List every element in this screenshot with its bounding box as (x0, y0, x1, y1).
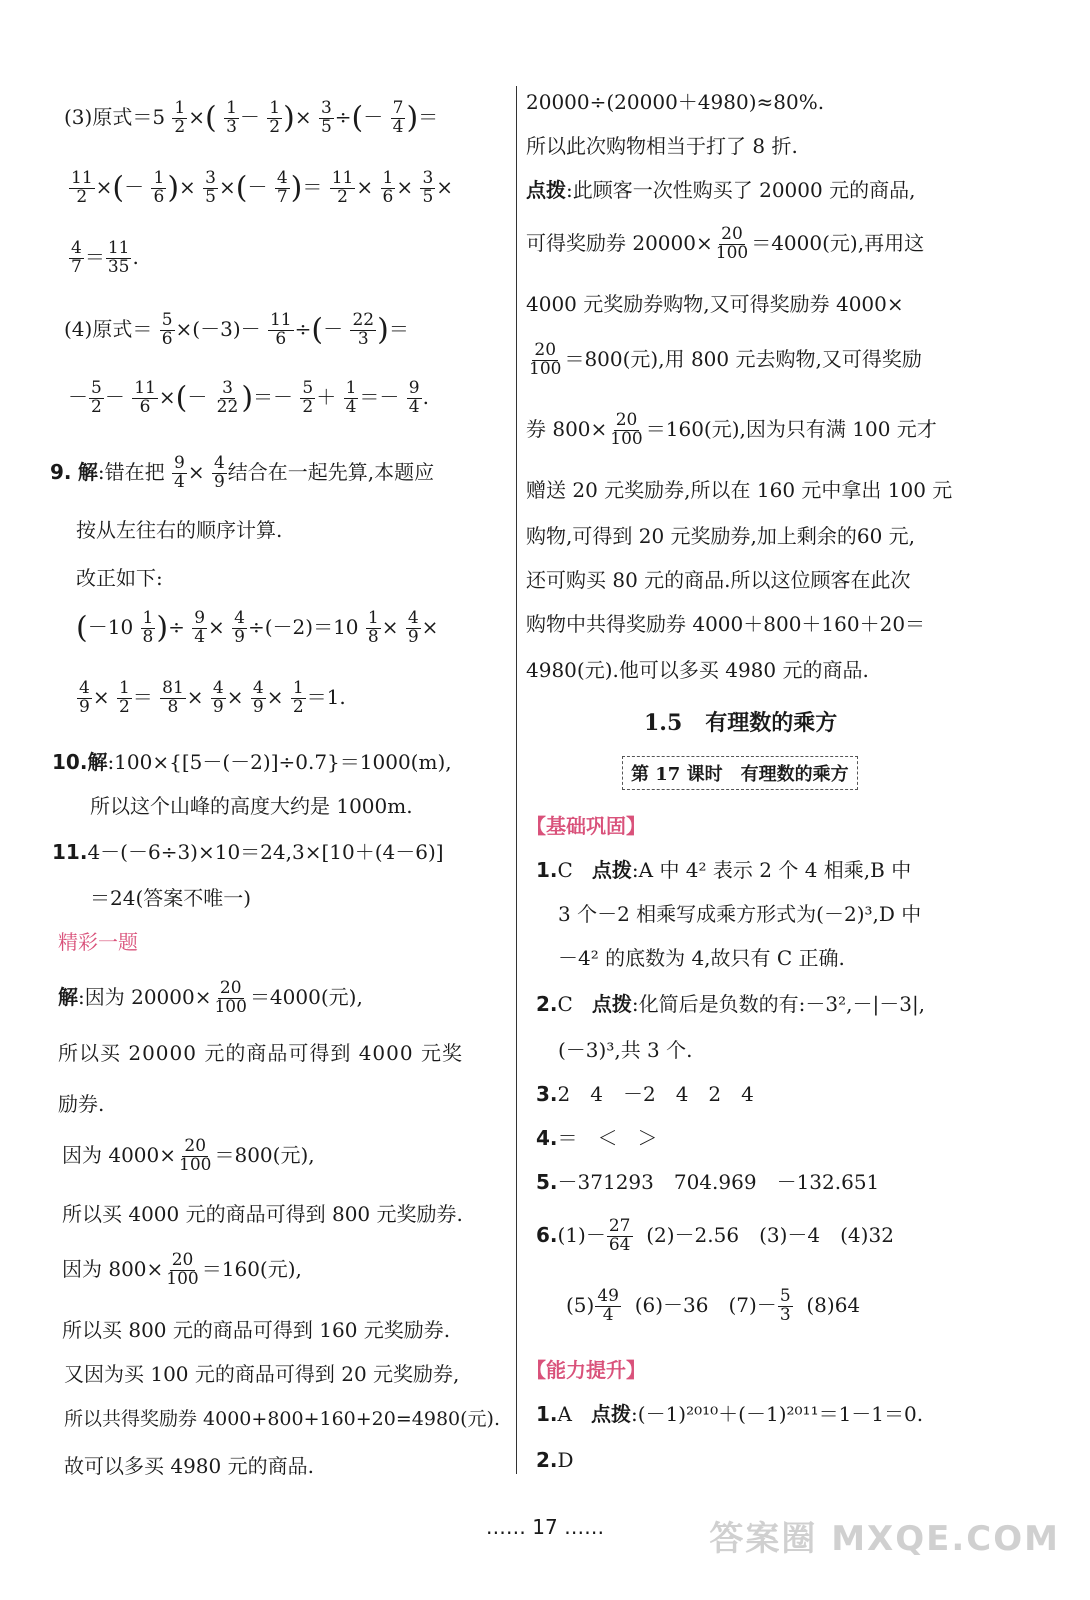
sol-line5: 所以买 4000 元的商品可得到 800 元奖励券. (62, 1202, 463, 1226)
section-heading: 1.5 有理数的乘方 (644, 710, 838, 736)
page-number: …… 17 …… (485, 1515, 605, 1539)
r-line1: 20000÷(20000＋4980)≈80%. (526, 90, 825, 114)
b1-line3: －4² 的底数为 4,故只有 C 正确. (558, 946, 845, 970)
p3-line3: $\frac{4}{7}$ ＝ $\frac{11}{35}$ . (71, 238, 139, 277)
frac-half: $\frac{1}{2}$ (174, 98, 186, 137)
b5-line: 5.－371293 704.969 －132.651 (536, 1170, 880, 1194)
p3-line2: $\frac{11}{2}$ ×(－ $\frac{1}{6}$ )× $\frac{3}{5}$ ×(－ $\frac{4}{7}$ )＝ $\frac{11}{2}$ × $\frac{1}{6}$ × $\frac{3}{5}$ × (71, 168, 454, 207)
b2-line1: 2.C 点拨:化简后是负数的有:－3²,－|－3|, (536, 992, 926, 1016)
tag-nengli: 【能力提升】 (526, 1358, 646, 1382)
frac-seven-quarters: $\frac{7}{4}$ (392, 98, 404, 137)
r-line11: 购物中共得奖励券 4000＋800＋160＋20＝ (526, 612, 926, 636)
p4-line1: (4)原式＝ $\frac{5}{6}$ ×(－3)－ $\frac{11}{6}$ ÷(－ $\frac{22}{3}$ )＝ (64, 310, 409, 349)
b3-line: 3.2 4 －2 4 2 4 (536, 1082, 754, 1106)
r-line3: 点拨:此顾客一次性购买了 20000 元的商品, (526, 178, 916, 202)
frac-three-fifths: $\frac{3}{5}$ (320, 98, 332, 137)
column-divider (516, 86, 517, 1474)
b4-line: 4.＝ ＜ ＞ (536, 1126, 658, 1150)
sol-line7: 所以买 800 元的商品可得到 160 元奖励券. (62, 1318, 451, 1342)
r-line5: 4000 元奖励券购物,又可得奖励券 4000× (526, 292, 904, 316)
b6-line2: (5) $\frac{49}{4}$ (6)－36 (7)－ $\frac{5}{3}$ (8)64 (566, 1286, 861, 1325)
r-line7: 券 800× $\frac{20}{100}$ ＝160(元),因为只有满 100 元才 (526, 410, 937, 449)
sol-line1: 解:因为 20000× $\frac{20}{100}$ ＝4000(元), (58, 978, 363, 1017)
sol-line6: 因为 800× $\frac{20}{100}$ ＝160(元), (62, 1250, 302, 1289)
sol-line10: 故可以多买 4980 元的商品. (64, 1454, 314, 1478)
p3-line1: (3)原式＝5 $\frac{1}{2}$ ×( $\frac{1}{3}$ － $\frac{1}{2}$ )× $\frac{3}{5}$ ÷(－ $\frac{7}{4}$ )＝ (64, 98, 439, 137)
r-line10: 还可购买 80 元的商品.所以这位顾客在此次 (526, 568, 911, 592)
q11-line2: ＝24(答案不唯一) (90, 886, 252, 910)
tag-jichu: 【基础巩固】 (526, 814, 646, 838)
r-line2: 所以此次购物相当于打了 8 折. (526, 134, 798, 158)
section-title-jingcai: 精彩一题 (58, 930, 138, 954)
frac-third: $\frac{1}{3}$ (226, 98, 237, 137)
q9-line4: (－10 $\frac{1}{8}$ )÷ $\frac{9}{4}$ × $\frac{4}{9}$ ÷(－2)＝10 $\frac{1}{8}$ × $\frac{4}{9}$ × (76, 608, 439, 647)
b6-line1: 6.(1)－ $\frac{27}{64}$ (2)－2.56 (3)－4 (4)32 (536, 1216, 894, 1255)
sol-line3: 励券. (58, 1092, 105, 1116)
r-line9: 购物,可得到 20 元奖励券,加上剩余的60 元, (526, 524, 916, 548)
q9-line1: 9. 解:错在把 $\frac{9}{4}$ × $\frac{4}{9}$ 结合在一起先算,本题应 (50, 453, 435, 492)
r-line8: 赠送 20 元奖励券,所以在 160 元中拿出 100 元 (526, 478, 953, 502)
sol-line2: 所以买 20000 元的商品可得到 4000 元奖 (58, 1041, 463, 1065)
q9-line3: 改正如下: (76, 566, 163, 590)
sol-line4: 因为 4000× $\frac{20}{100}$ ＝800(元), (62, 1136, 315, 1175)
r-line12: 4980(元).他可以多买 4980 元的商品. (526, 658, 869, 682)
q10-line1: 10.解:100×{[5－(－2)]÷0.7}＝1000(m), (52, 750, 452, 774)
c1-line: 1.A 点拨:(－1)²⁰¹⁰＋(－1)²⁰¹¹＝1－1＝0. (536, 1402, 924, 1426)
r-line6: $\frac{20}{100}$ ＝800(元),用 800 元去购物,又可得奖励 (529, 340, 922, 379)
sol-line8: 又因为买 100 元的商品可得到 20 元奖励券, (64, 1362, 460, 1386)
b1-line1: 1.C 点拨:A 中 4² 表示 2 个 4 相乘,B 中 (536, 858, 912, 882)
sol-line9: 所以共得奖励券 4000+800+160+20=4980(元). (64, 1408, 500, 1430)
q9-line5: $\frac{4}{9}$ × $\frac{1}{2}$ ＝ $\frac{81}{8}$ × $\frac{4}{9}$ × $\frac{4}{9}$ × $\frac{1}{2}$ ＝1. (79, 678, 346, 717)
q10-line2: 所以这个山峰的高度大约是 1000m. (90, 794, 413, 818)
q11-line1: 11.4－(－6÷3)×10＝24,3×[10＋(4－6)] (52, 840, 444, 864)
watermark-logo: 答案圈 MXQE.COM (709, 1519, 1060, 1559)
c2-line: 2.D (536, 1448, 574, 1472)
q9-line2: 按从左往右的顺序计算. (76, 518, 283, 542)
r-line4: 可得奖励券 20000× $\frac{20}{100}$ ＝4000(元),再用这 (526, 224, 925, 263)
p4-line2: － $\frac{5}{2}$ － $\frac{11}{6}$ ×(－ $\frac{3}{22}$ )＝－ $\frac{5}{2}$ ＋ $\frac{1}{4}$ ＝－ $\frac{9}{4}$ . (68, 378, 429, 417)
lesson-title: 第 17 课时 有理数的乘方 (622, 756, 858, 790)
b1-line2: 3 个－2 相乘写成乘方形式为(－2)³,D 中 (558, 902, 922, 926)
b2-line2: (－3)³,共 3 个. (558, 1038, 693, 1062)
frac-half: $\frac{1}{2}$ (269, 98, 281, 137)
